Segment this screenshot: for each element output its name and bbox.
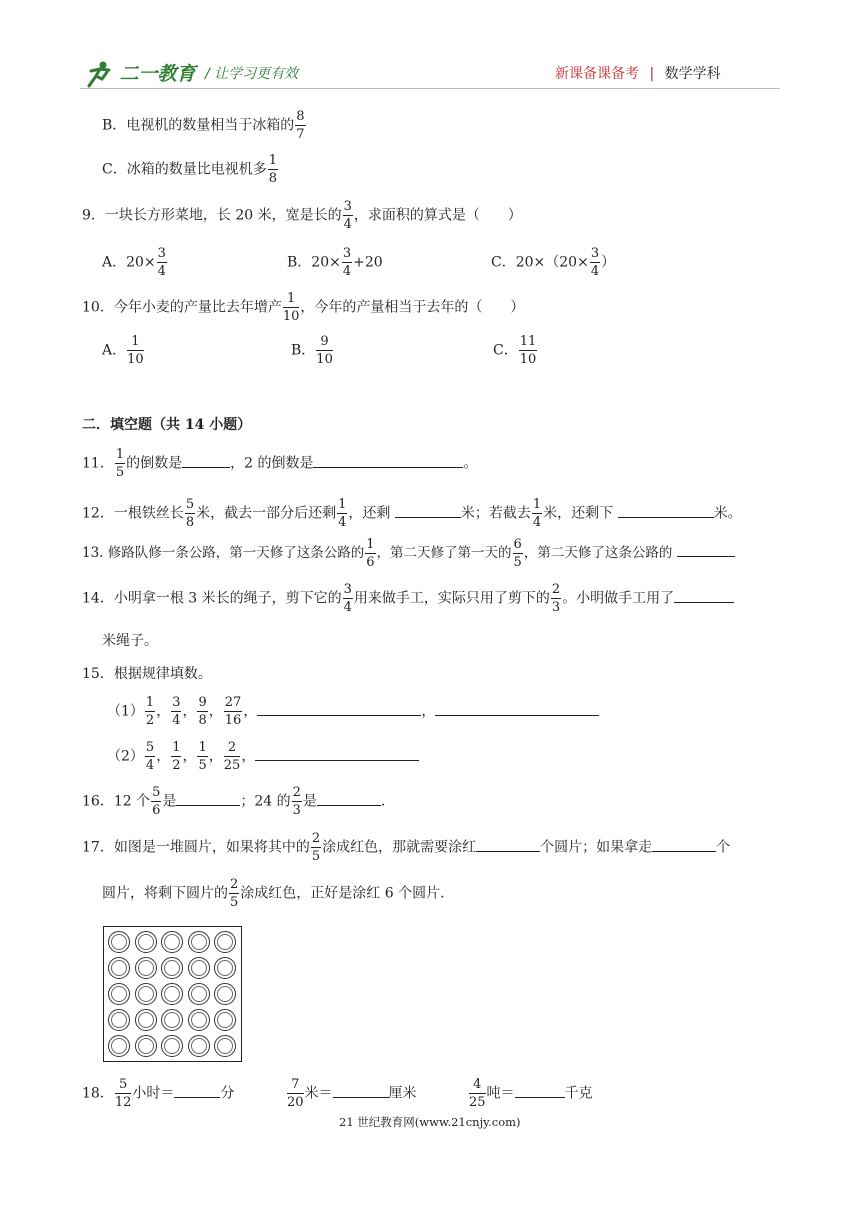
answer-blank[interactable]	[674, 588, 734, 603]
header-title: 新课备课备考	[555, 66, 639, 82]
q9-stem: 9．一块长方形菜地，长 20 米，宽是长的 $\frac{3}{4}$ ，求面积的算式是（ ）	[82, 199, 522, 232]
q13: 13. 修路队修一条公路，第一天修了这条公路的 $\frac{1}{6}$ ，第二天修了第一天的 $\frac{6}{5}$ ，第二天修了这条公路的	[82, 538, 735, 569]
answer-blank[interactable]	[333, 1083, 389, 1098]
q18: 18． $\frac{5}{12}$ 小时＝ 分	[82, 1077, 235, 1110]
circle-piece	[135, 957, 157, 979]
answer-blank[interactable]	[435, 701, 599, 716]
answer-blank[interactable]	[255, 746, 419, 761]
circle-piece	[188, 983, 210, 1005]
q11: 11． $\frac{1}{5}$ 的倒数是 ，2 的倒数是 。	[82, 447, 478, 480]
q10-option-b: B． $\frac{9}{10}$	[291, 334, 333, 367]
fraction: $\frac{1}{8}$	[268, 153, 277, 186]
answer-blank[interactable]	[257, 701, 421, 716]
q17-line1: 17．如图是一堆圆片，如果将其中的 $\frac{2}{5}$ 涂成红色，那就需要涂红 个圆片；如果拿走 个	[82, 831, 731, 864]
circle-piece	[135, 983, 157, 1005]
answer-blank[interactable]	[515, 1083, 565, 1098]
answer-blank[interactable]	[395, 503, 461, 518]
circle-piece	[188, 1009, 210, 1031]
circle-piece	[214, 983, 236, 1005]
circle-piece	[161, 983, 183, 1005]
q15-title: 15．根据规律填数。	[82, 666, 212, 682]
q10-option-c: C． $\frac{11}{10}$	[493, 334, 537, 367]
q15-part2: （2） $\frac{5}{4}$ ， $\frac{1}{2}$ ， $\frac{1}{5}$ ， $\frac{2}{25}$ ，	[107, 741, 419, 772]
runner-icon	[83, 60, 115, 88]
q14-line1: 14．小明拿一根 3 米长的绳子，剪下它的 $\frac{3}{4}$ 用来做手工，实际只用了剪下的 $\frac{2}{3}$ 。小明做手工用了	[82, 583, 734, 614]
answer-blank[interactable]	[317, 791, 381, 806]
fraction: $\frac{8}{7}$	[296, 109, 305, 142]
circle-piece	[108, 1035, 130, 1057]
q9-option-a: A．20× $\frac{3}{4}$	[102, 246, 166, 279]
section-title: 二．填空题（共 14 小题）	[82, 417, 252, 433]
circle-piece	[161, 1009, 183, 1031]
header-right: 新课备课备考 | 数学学科	[555, 66, 721, 82]
circle-piece	[108, 1009, 130, 1031]
q16: 16．12 个 $\frac{5}{6}$ 是 ；24 的 $\frac{2}{3}$ 是 .	[82, 785, 386, 818]
answer-blank[interactable]	[176, 791, 240, 806]
circle-piece	[135, 1035, 157, 1057]
q18-c: $\frac{4}{25}$ 吨＝ 千克	[469, 1077, 593, 1110]
circle-piece	[108, 983, 130, 1005]
slogan: / 让学习更有效	[205, 66, 299, 82]
fraction: $\frac{3}{4}$	[343, 199, 352, 232]
answer-blank[interactable]	[313, 453, 463, 468]
q12: 12．一根铁丝长 $\frac{5}{8}$ 米，截去一部分后还剩 $\frac{1}{4}$ ，还剩 米；若截去 $\frac{1}{4}$ 米，还剩下 米。	[82, 497, 742, 530]
circle-piece	[188, 931, 210, 953]
answer-blank[interactable]	[618, 503, 714, 518]
q10-stem: 10．今年小麦的产量比去年增产 $\frac{1}{10}$ ，今年的产量相当于去年的（ ）	[82, 291, 525, 324]
circle-piece	[161, 931, 183, 953]
logo-text: 二一教育	[119, 63, 196, 85]
q8-option-b: B．电视机的数量相当于冰箱的 $\frac{8}{7}$	[102, 109, 305, 142]
circle-piece	[108, 931, 130, 953]
circle-piece	[214, 1009, 236, 1031]
answer-blank[interactable]	[652, 837, 716, 852]
header-subject: 数学学科	[664, 66, 721, 82]
circle-piece	[188, 1035, 210, 1057]
circle-piece	[135, 931, 157, 953]
circle-piece	[161, 957, 183, 979]
header-divider	[80, 88, 780, 89]
q8-option-c: C．冰箱的数量比电视机多 $\frac{1}{8}$	[102, 153, 277, 186]
q18-b: $\frac{7}{20}$ 米＝ 厘米	[287, 1077, 417, 1110]
q10-option-a: A． $\frac{1}{10}$	[102, 334, 144, 367]
circle-piece	[108, 957, 130, 979]
circle-piece	[214, 957, 236, 979]
footer: 21 世纪教育网(www.21cnjy.com)	[339, 1115, 521, 1129]
circle-piece	[214, 1035, 236, 1057]
q9-option-b: B．20× $\frac{3}{4}$ +20	[287, 246, 383, 279]
answer-blank[interactable]	[174, 1083, 220, 1098]
q17-line2: 圆片，将剩下圆片的 $\frac{2}{5}$ 涂成红色，正好是涂红 6 个圆片.	[102, 877, 445, 910]
circle-piece	[188, 957, 210, 979]
circle-grid-figure	[103, 926, 242, 1062]
q9-option-c: C．20×（20× $\frac{3}{4}$ ）	[491, 246, 616, 279]
answer-blank[interactable]	[476, 837, 540, 852]
circle-piece	[161, 1035, 183, 1057]
circle-piece	[135, 1009, 157, 1031]
answer-blank[interactable]	[677, 543, 735, 558]
slogan-text: 让学习更有效	[214, 66, 299, 82]
q15-part1: （1） $\frac{1}{2}$ ， $\frac{3}{4}$ ， $\frac{9}{8}$ ， $\frac{27}{16}$ ， ，	[107, 696, 599, 727]
circle-piece	[214, 931, 236, 953]
q14-line2: 米绳子。	[102, 633, 158, 649]
answer-blank[interactable]	[182, 453, 230, 468]
